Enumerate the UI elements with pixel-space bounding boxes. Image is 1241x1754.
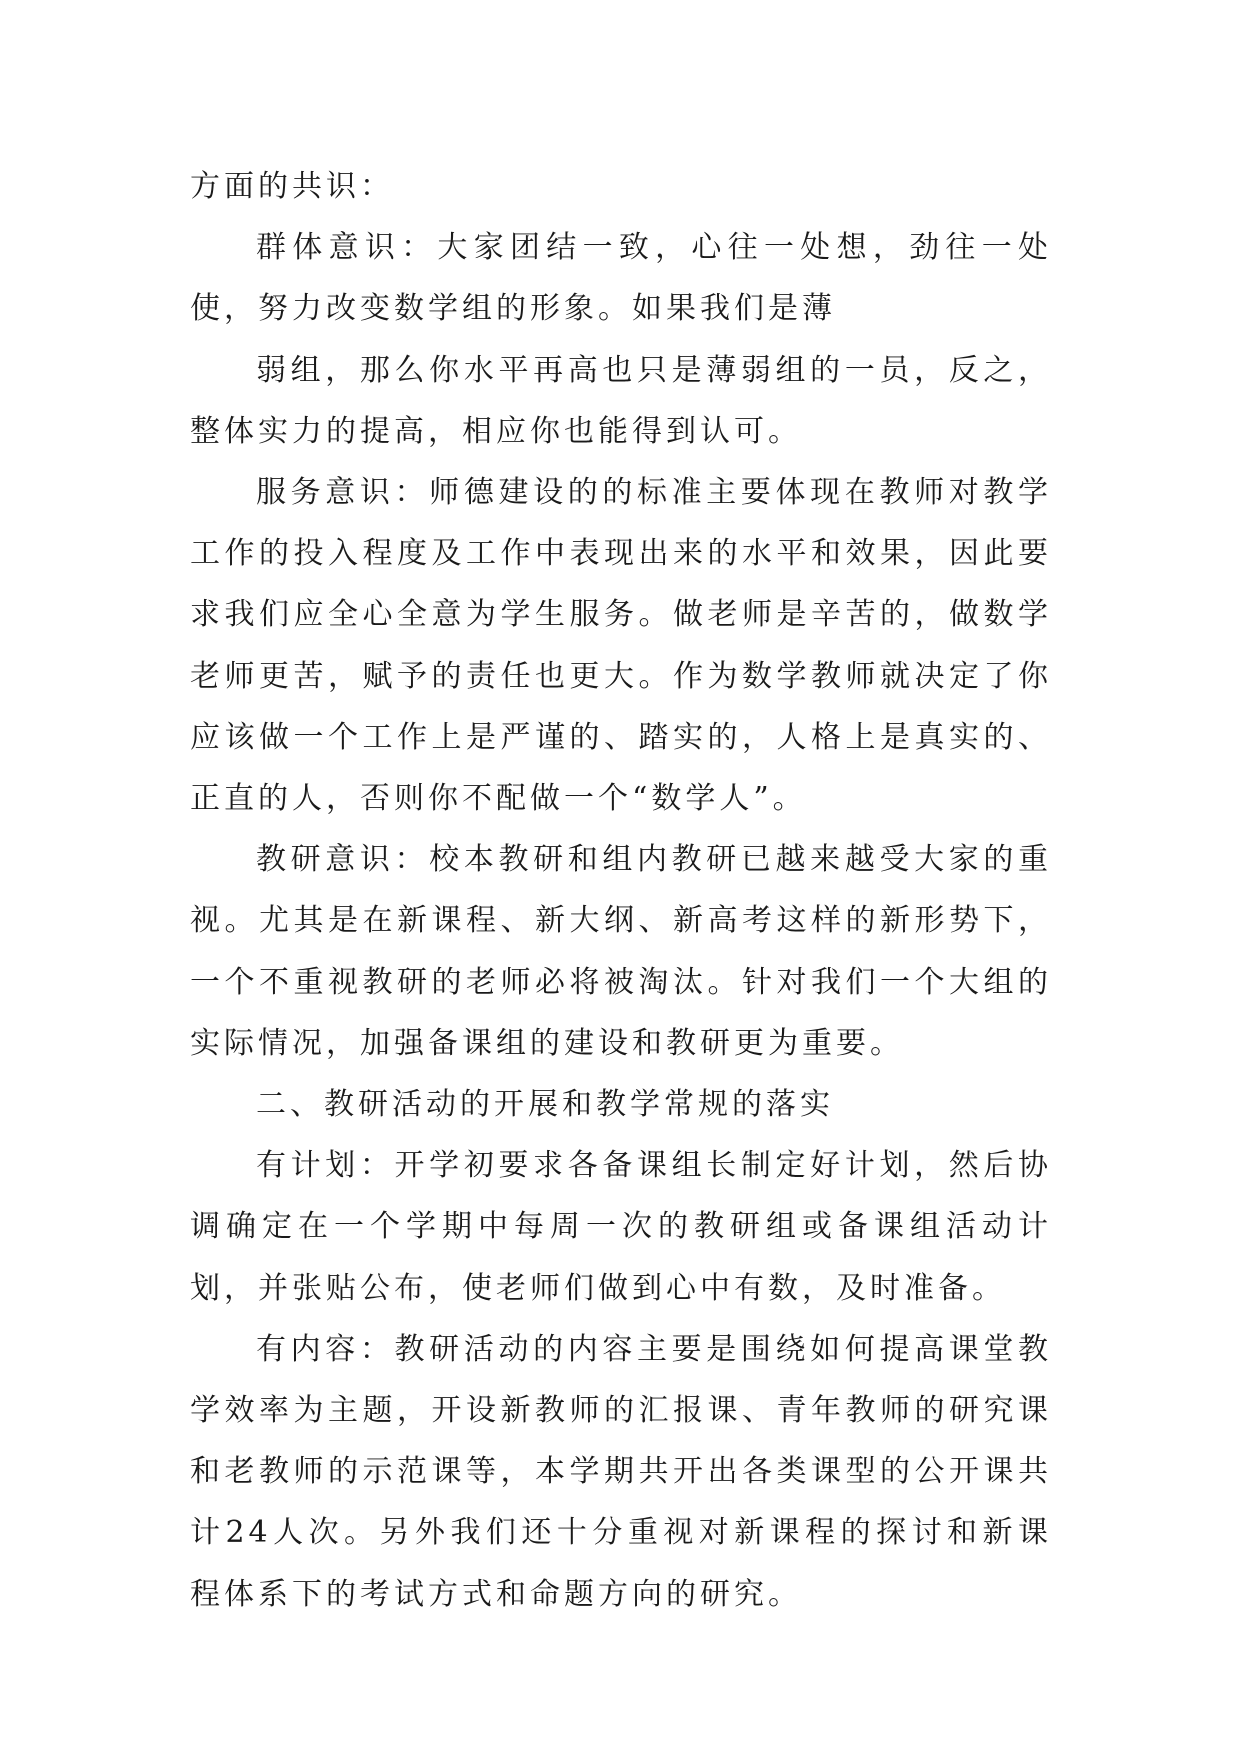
paragraph-group-awareness: 群体意识：大家团结一致，心往一处想，劲往一处使，努力改变数学组的形象。如果我们是薄 — [190, 230, 1052, 327]
paragraph-intro: 方面的共识： — [190, 169, 394, 204]
paragraph-plan: 有计划：开学初要求各备课组长制定好计划，然后协调确定在一个学期中每周一次的教研组或备课组活动计划，并张贴公布，使老师们做到心中有数，及时准备。 — [190, 1148, 1052, 1306]
document-page — [190, 156, 1052, 1625]
paragraph-research-awareness: 教研意识：校本教研和组内教研已越来越受大家的重视。尤其是在新课程、新大纲、新高考这样的新形势下，一个不重视教研的老师必将被淘汰。针对我们一个大组的实际情况，加强备课组的建设和教研更为重要。 — [190, 842, 1052, 1061]
paragraph-content: 有内容：教研活动的内容主要是围绕如何提高课堂教学效率为主题，开设新教师的汇报课、青年教师的研究课和老教师的示范课等，本学期共开出各类课型的公开课共计24人次。另外我们还十分重视对新课程的探讨和新课程体系下的考试方式和命题方向的研究。 — [190, 1331, 1052, 1612]
paragraph-group-awareness-cont: 弱组，那么你水平再高也只是薄弱组的一员，反之，整体实力的提高，相应你也能得到认可。 — [190, 352, 1052, 449]
section-heading-research-activities: 二、教研活动的开展和教学常规的落实 — [256, 1087, 834, 1123]
paragraph-service-awareness: 服务意识：师德建设的的标准主要体现在教师对教学工作的投入程度及工作中表现出来的水平和效果，因此要求我们应全心全意为学生服务。做老师是辛苦的，做数学老师更苦，赋予的责任也更大。作为数学教师就决定了你应该做一个工作上是严谨的、踏实的，人格上是真实的、正直的人，否则你不配做一个“数学人”。 — [190, 475, 1052, 817]
